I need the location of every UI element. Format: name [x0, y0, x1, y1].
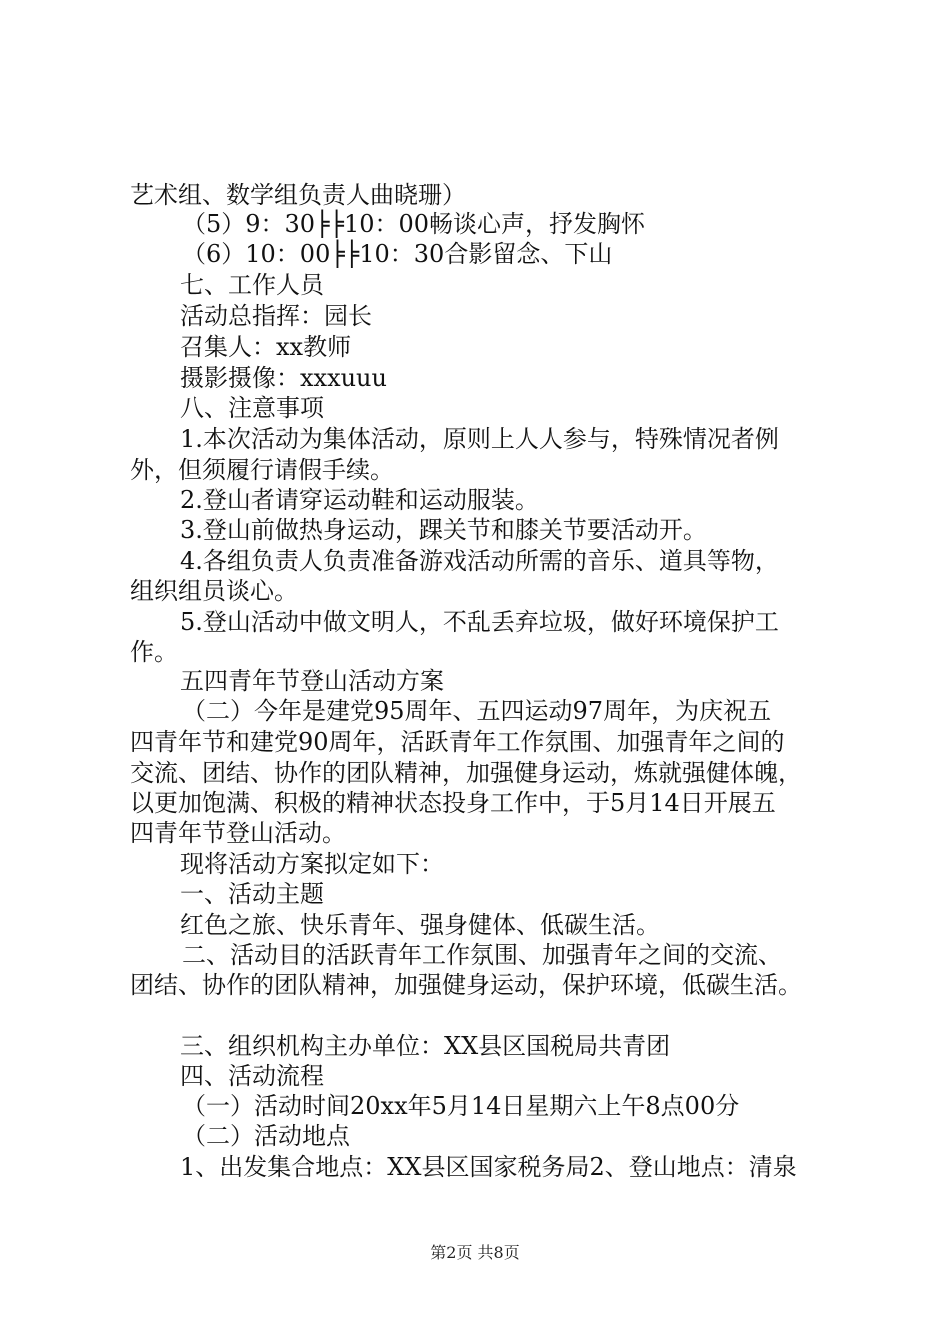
text-line: 四青年节登山活动。 — [130, 819, 346, 847]
page-number-footer: 第2页 共8页 — [430, 1243, 520, 1262]
text-line: 召集人：xx教师 — [180, 333, 352, 361]
text-line: （一）活动时间20xx年5月14日星期六上午8点00分 — [182, 1092, 740, 1120]
text-line: （6）10：00╞╞10：30合影留念、下山 — [182, 240, 613, 268]
document-title: 五四青年节登山活动方案 — [180, 667, 444, 695]
text-line: 艺术组、数学组负责人曲晓珊） — [130, 181, 466, 209]
text-line: 5.登山活动中做文明人，不乱丢弃垃圾，做好环境保护工 — [180, 608, 779, 636]
text-line: 1.本次活动为集体活动，原则上人人参与，特殊情况者例 — [180, 425, 779, 453]
text-line: 3.登山前做热身运动，踝关节和膝关节要活动开。 — [180, 516, 707, 544]
text-line: 现将活动方案拟定如下： — [180, 850, 444, 878]
text-line: 团结、协作的团队精神，加强健身运动，保护环境，低碳生活。 — [130, 971, 802, 999]
text-line: 2.登山者请穿运动鞋和运动服装。 — [180, 486, 539, 514]
text-line: 作。 — [130, 638, 178, 666]
text-line: 二、活动目的活跃青年工作氛围、加强青年之间的交流、 — [182, 941, 782, 969]
text-line: 以更加饱满、积极的精神状态投身工作中，于5月14日开展五 — [130, 789, 776, 817]
text-line: 外，但须履行请假手续。 — [130, 456, 394, 484]
text-line: （5）9：30╞╞10：00畅谈心声，抒发胸怀 — [182, 210, 646, 238]
text-line: 四青年节和建党90周年，活跃青年工作氛围、加强青年之间的 — [130, 728, 785, 756]
text-line: 活动总指挥：园长 — [180, 302, 372, 330]
section-heading: 七、工作人员 — [180, 271, 324, 299]
section-heading: 三、组织机构主办单位：XX县区国税局共青团 — [180, 1032, 671, 1060]
section-heading: 四、活动流程 — [180, 1062, 324, 1090]
section-heading: 八、注意事项 — [180, 394, 324, 422]
text-line: 4.各组负责人负责准备游戏活动所需的音乐、道具等物， — [180, 547, 779, 575]
text-line: 红色之旅、快乐青年、强身健体、低碳生活。 — [180, 911, 660, 939]
text-line: （二）今年是建党95周年、五四运动97周年，为庆祝五 — [182, 697, 772, 725]
section-heading: 一、活动主题 — [180, 880, 324, 908]
text-line: 组织组员谈心。 — [130, 577, 298, 605]
text-line: （二）活动地点 — [182, 1122, 350, 1150]
text-line: 1、出发集合地点：XX县区国家税务局2、登山地点：清泉 — [180, 1153, 797, 1181]
text-line: 交流、团结、协作的团队精神，加强健身运动，炼就强健体魄， — [130, 759, 802, 787]
text-line: 摄影摄像：xxxuuu — [180, 364, 387, 392]
